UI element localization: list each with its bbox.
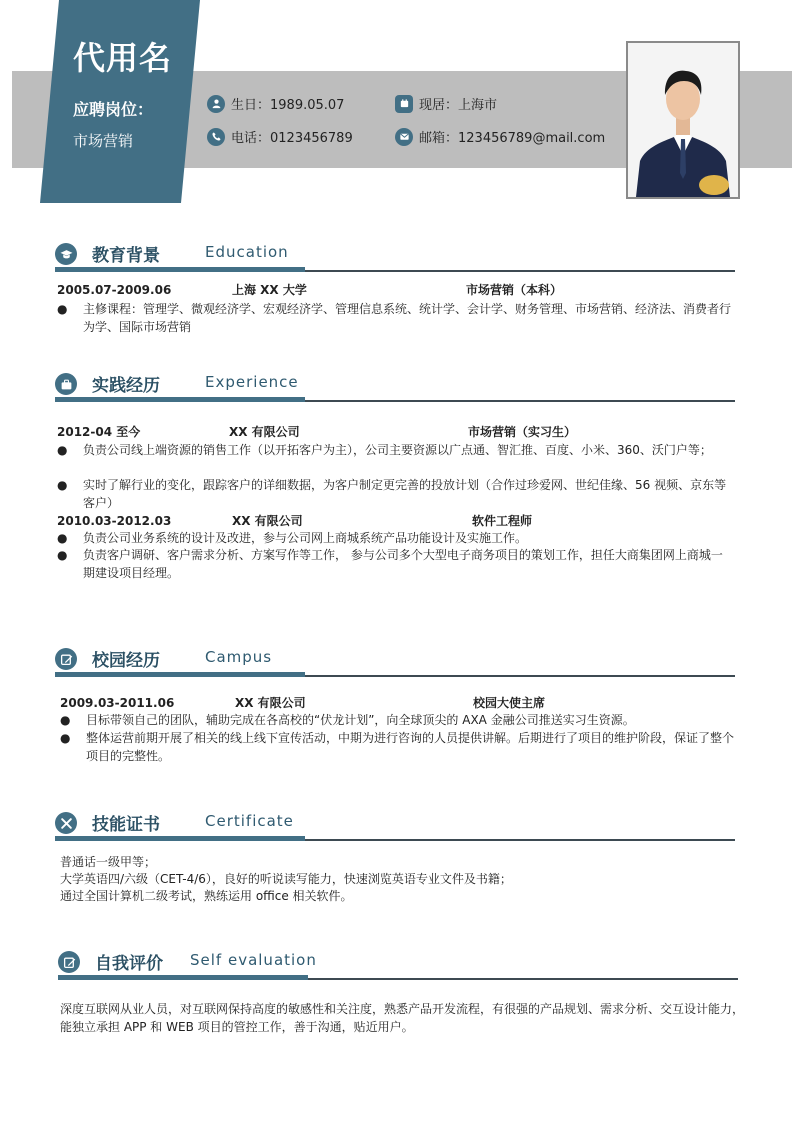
self-evaluation-title: 自我评价 xyxy=(95,954,163,974)
campus-date: 2009.03-2011.06 xyxy=(60,696,175,710)
bullet-dot: ● xyxy=(57,302,68,316)
edit-icon xyxy=(58,951,80,973)
tools-icon xyxy=(55,812,77,834)
job1-bullet-text: 实时了解行业的变化，跟踪客户的详细数据，为客户制定更完善的投放计划（合作过珍爱网、世纪佳缘、56 视频、京东等客户） xyxy=(83,478,727,510)
certificate-line-3: 通过全国计算机二级考试，熟练运用 office 相关软件。 xyxy=(60,889,353,903)
campus-bullet-text: 整体运营前期开展了相关的线上线下宣传活动，中期为进行咨询的人员提供讲解。后期进行了项目的维护阶段，保证了整个项目的完整性。 xyxy=(86,731,735,763)
campus-title-en: Campus xyxy=(205,648,273,666)
person-icon xyxy=(207,95,225,113)
self-evaluation-header xyxy=(58,947,738,981)
graduation-cap-icon xyxy=(55,243,77,265)
phone-text: 电话：0123456789 xyxy=(231,131,353,146)
residence-text: 现居：上海市 xyxy=(419,98,498,113)
bullet-dot: ● xyxy=(60,713,71,727)
phone-info xyxy=(207,127,353,146)
section-rule-accent xyxy=(58,975,308,980)
bullet-dot: ● xyxy=(60,731,71,745)
briefcase-icon xyxy=(55,373,77,395)
experience-header xyxy=(55,369,735,403)
section-rule-accent xyxy=(55,672,305,677)
campus-company: XX 有限公司 xyxy=(235,696,306,710)
education-school: 上海 XX 大学 xyxy=(232,283,307,297)
certificate-title-en: Certificate xyxy=(205,812,294,830)
residence-info xyxy=(395,94,497,113)
candidate-name: 代用名 xyxy=(73,39,173,77)
job2-role: 软件工程师 xyxy=(472,514,533,528)
education-header xyxy=(55,239,735,273)
job1-bullet-text: 负责公司线上端资源的销售工作（以开拓客户为主），公司主要资源以广点通、智汇推、百度、小米、360、沃门户等； xyxy=(83,443,712,457)
certificate-line-2: 大学英语四/六级（CET-4/6），良好的听说读写能力，快速浏览英语专业文件及书籍； xyxy=(60,872,512,886)
experience-title: 实践经历 xyxy=(92,376,160,396)
post-value: 市场营销 xyxy=(73,132,134,150)
post-label: 应聘岗位： xyxy=(73,100,154,119)
education-courses: 主修课程：管理学、微观经济学、宏观经济学、管理信息系统、统计学、会计学、财务管理、市场营销、经济法、消费者行为学、国际市场营销 xyxy=(83,302,732,334)
edit-icon xyxy=(55,648,77,670)
email-text: 邮箱：123456789@mail.com xyxy=(419,131,606,146)
campus-title: 校园经历 xyxy=(92,651,160,671)
education-title: 教育背景 xyxy=(92,246,160,266)
bullet-dot: ● xyxy=(57,548,68,562)
section-rule-accent xyxy=(55,836,305,841)
experience-title-en: Experience xyxy=(205,373,299,391)
job1-role: 市场营销（实习生） xyxy=(468,425,577,439)
mail-icon xyxy=(395,128,413,146)
home-icon xyxy=(395,95,413,113)
bullet-dot: ● xyxy=(57,531,68,545)
campus-bullet-text: 目标带领自己的团队，辅助完成在各高校的“伏龙计划”，向全球顶尖的 AXA 金融公司推送实习生资源。 xyxy=(86,713,635,727)
bullet-dot: ● xyxy=(57,443,68,457)
campus-header xyxy=(55,644,735,678)
certificate-header xyxy=(55,808,735,842)
education-date: 2005.07-2009.06 xyxy=(57,283,172,297)
job2-company: XX 有限公司 xyxy=(232,514,303,528)
birth-info xyxy=(207,94,344,113)
job1-date: 2012-04 至今 xyxy=(57,425,141,439)
phone-icon xyxy=(207,128,225,146)
section-rule-accent xyxy=(55,267,305,272)
birth-text: 生日：1989.05.07 xyxy=(231,98,345,113)
job2-bullet-text: 负责公司业务系统的设计及改进，参与公司网上商城系统产品功能设计及实施工作。 xyxy=(83,531,528,545)
campus-role: 校园大使主席 xyxy=(473,696,546,710)
certificate-title: 技能证书 xyxy=(92,815,160,835)
bullet-dot: ● xyxy=(57,478,68,492)
email-info xyxy=(395,127,605,146)
job1-company: XX 有限公司 xyxy=(229,425,300,439)
job2-bullet-text: 负责客户调研、客户需求分析、方案写作等工作， 参与公司多个大型电子商务项目的策划工作，担任大商集团网上商城一期建设项目经理。 xyxy=(83,548,723,580)
job2-date: 2010.03-2012.03 xyxy=(57,514,172,528)
section-rule-accent xyxy=(55,397,305,402)
self-evaluation-text: 深度互联网从业人员，对互联网保持高度的敏感性和关注度，熟悉产品开发流程，有很强的产品规划、需求分析、交互设计能力，能独立承担 APP 和 WEB 项目的管控工作，善于沟通，贴近用户。 xyxy=(60,1002,745,1034)
certificate-line-1: 普通话一级甲等； xyxy=(60,855,157,869)
profile-photo xyxy=(626,41,740,199)
education-major: 市场营销（本科） xyxy=(466,283,563,297)
education-title-en: Education xyxy=(205,243,289,261)
self-evaluation-title-en: Self evaluation xyxy=(190,951,317,969)
